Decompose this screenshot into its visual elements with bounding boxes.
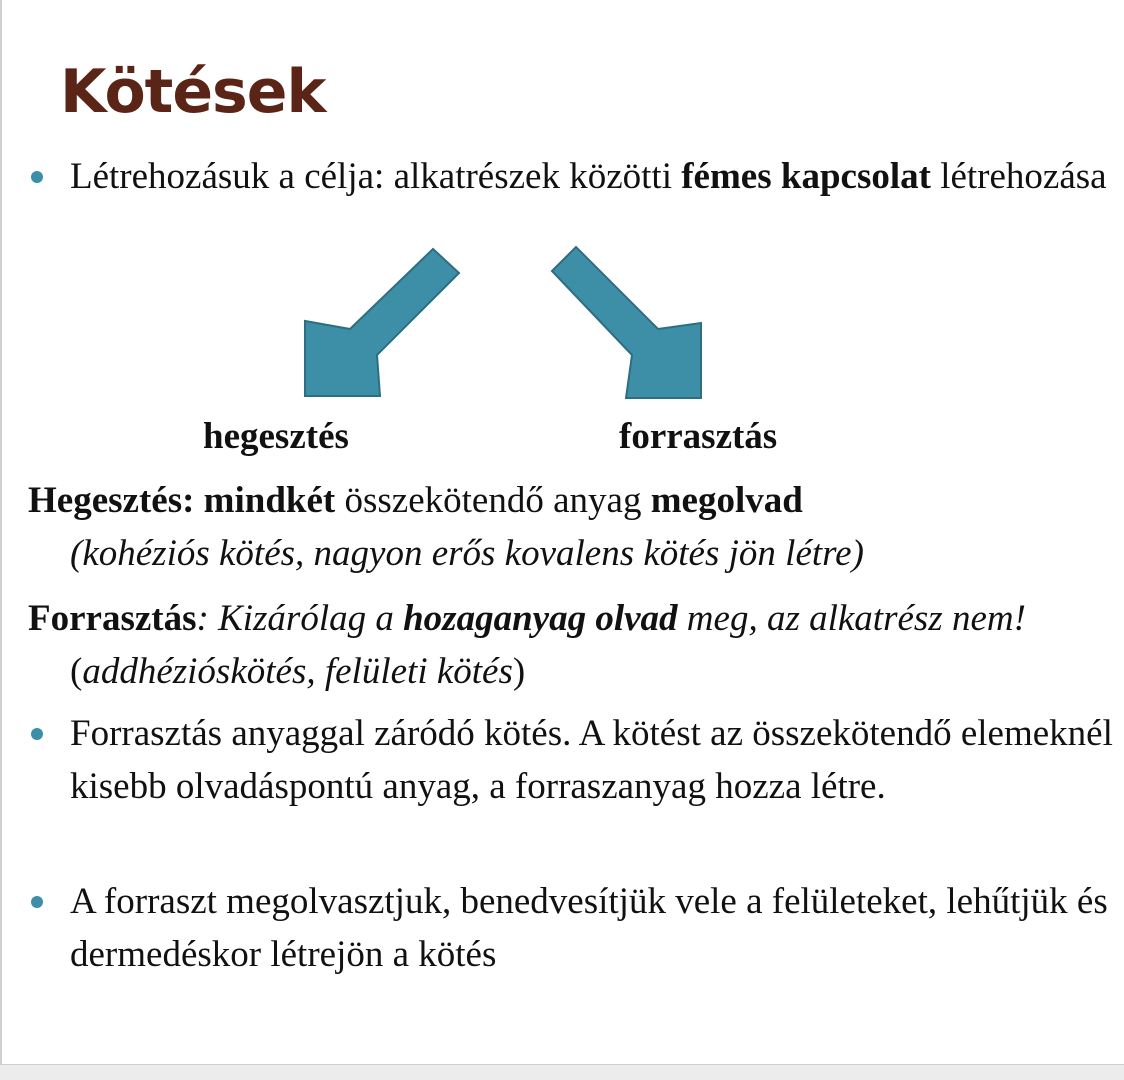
soldering-italic-1: : Kizárólag a — [196, 598, 404, 639]
slide-title: Kötések — [60, 57, 326, 127]
soldering-definition — [28, 592, 1124, 698]
welding-bold-2: megolvad — [650, 480, 803, 521]
branch-label-welding: hegesztés — [203, 416, 349, 457]
welding-italic-1: (kohéziós kötés, nagyon erős kovalens kötés jön létre) — [70, 533, 864, 574]
bullet-dot-icon — [31, 728, 43, 740]
welding-space — [194, 480, 203, 521]
soldering-italic-2: meg, az alkatrész nem! — [677, 598, 1026, 639]
branch-arrows — [2, 0, 1124, 420]
welding-term: Hegesztés: — [28, 480, 195, 521]
right-arrow-icon — [552, 247, 701, 398]
bottom-scrollbar[interactable] — [0, 1064, 1124, 1080]
welding-definition — [28, 474, 1124, 580]
welding-bold-1: mindkét — [203, 480, 336, 521]
soldering-bold-italic-1: hozaganyag olvad — [403, 598, 678, 639]
process-bullet: A forraszt megolvasztjuk, benedvesítjük vele a felületeket, lehűtjük és dermedéskor létrejön a kötés — [70, 881, 1108, 975]
soldering-text-1: ( — [70, 651, 83, 692]
intro-text-1: Létrehozásuk a célja: alkatrészek közötti — [70, 156, 682, 197]
intro-bold-1: fémes kapcsolat — [681, 156, 931, 197]
left-arrow-icon — [305, 249, 459, 396]
soldering-text-2: ) — [512, 651, 526, 692]
bullet-dot-icon — [31, 896, 43, 908]
soldering-italic-3: addhézióskötés, felületi kötés — [82, 651, 513, 692]
intro-text-2: létrehozása — [930, 156, 1107, 197]
branch-label-soldering: forrasztás — [619, 416, 778, 457]
welding-text-1: összekötendő anyag — [335, 480, 651, 521]
soldering-bullet: Forrasztás anyaggal záródó kötés. A kötést az összekötendő elemeknél kisebb olvadáspontú anyag, a forraszanyag hozza létre. — [70, 713, 1113, 807]
soldering-term: Forrasztás — [28, 598, 197, 639]
